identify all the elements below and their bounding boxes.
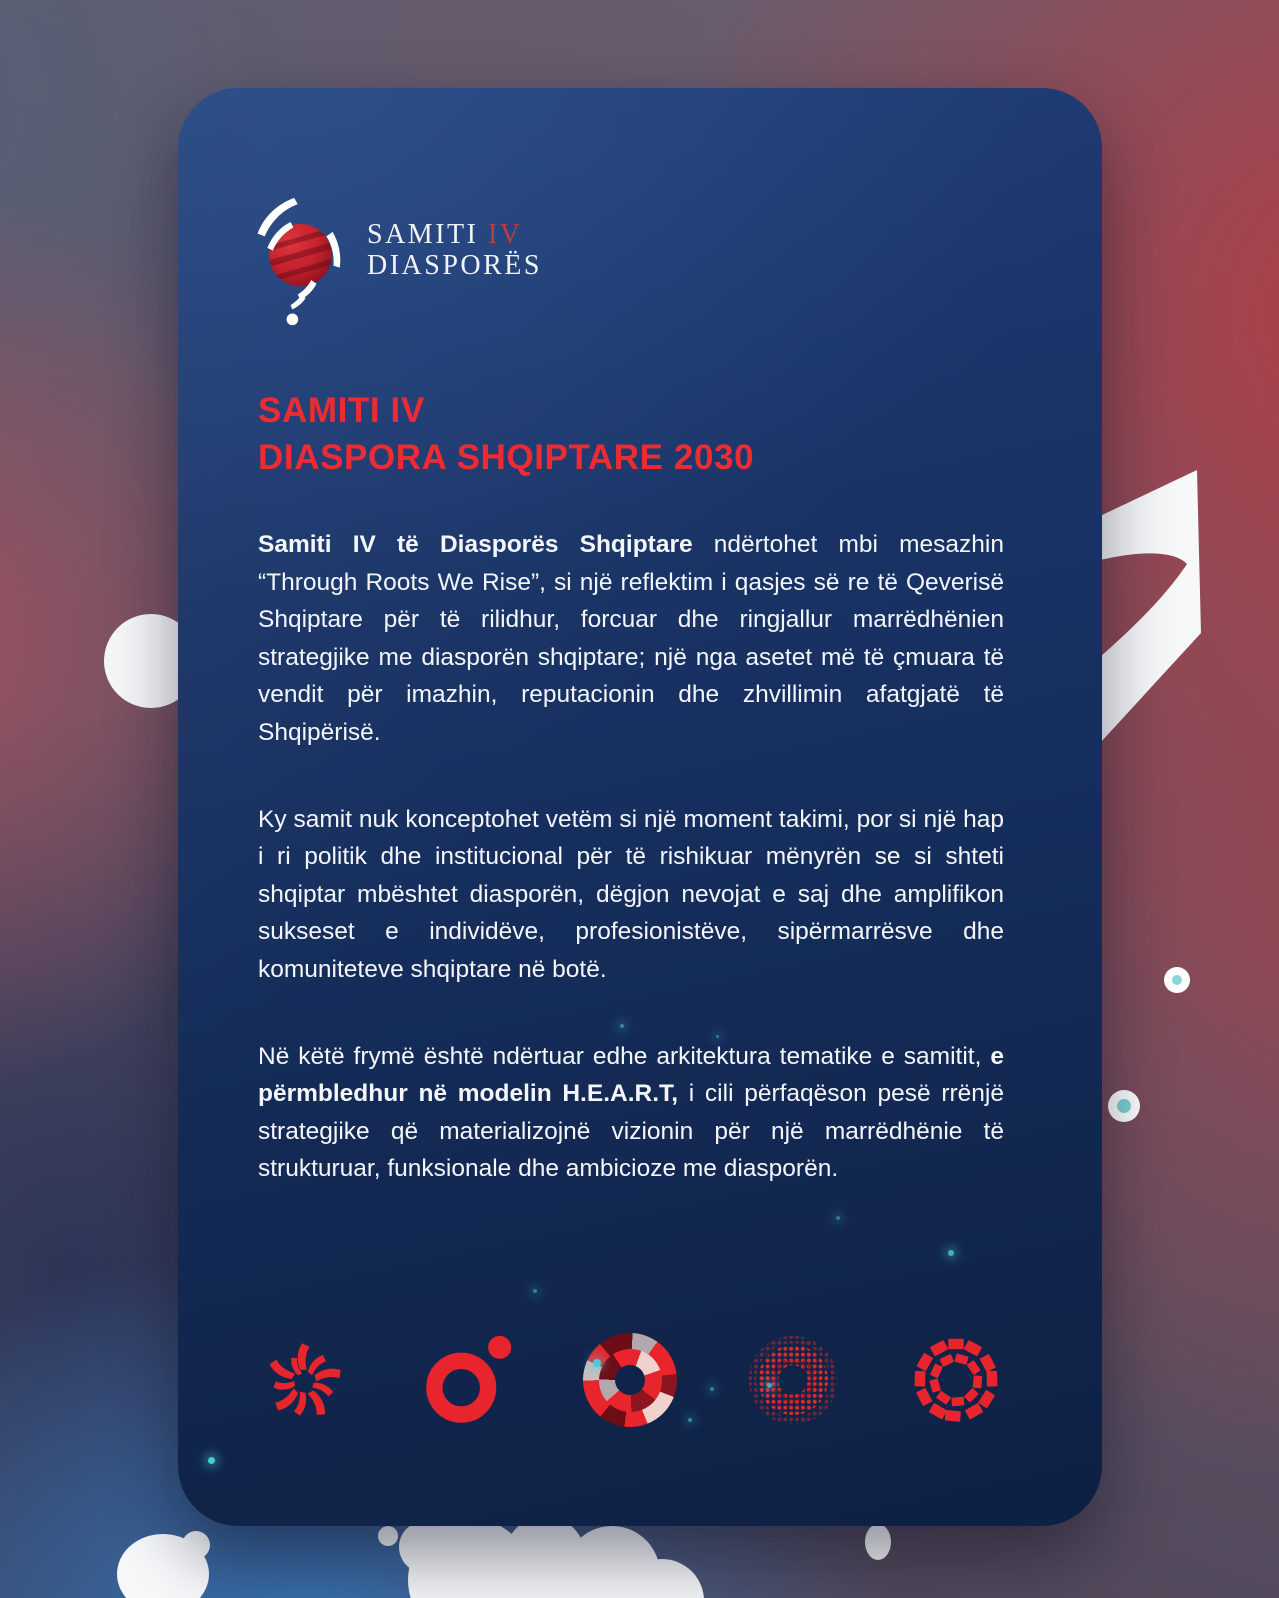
- mosaic-ring-icon: [908, 1330, 1004, 1430]
- page-title-line2: DIASPORA SHQIPTARE 2030: [258, 437, 755, 477]
- white-ribbon-shape: [1100, 470, 1201, 743]
- page-title-line1: SAMITI IV: [258, 391, 425, 430]
- halftone-ring-icon: [745, 1330, 841, 1430]
- teal-sparkle-dot: [620, 1024, 624, 1028]
- summit-card: [178, 88, 1102, 1526]
- teal-sparkle-dot: [688, 1418, 692, 1422]
- paragraph-2: Ky samit nuk konceptohet vetëm si një moment takimi, por si një hap i ri politik dhe institucional për të rishikuar mënyrën se si shteti shqiptar mbështet diasporën, dëgjon nevojat e saj dhe amplifikon sukseset e individëve, profesionistëve, sipërmarrësve dhe komuniteteve shqiptare në botë.: [258, 805, 1004, 983]
- teal-sparkle-dot: [533, 1289, 537, 1293]
- ring-dot-icon: [419, 1330, 515, 1430]
- teal-sparkle-dot: [710, 1387, 714, 1391]
- teal-sparkle-dot: [593, 1359, 601, 1367]
- logo-wordmark: [367, 219, 542, 282]
- segmented-wheel-icon: [582, 1330, 678, 1430]
- teal-sparkle-dot: [948, 1250, 954, 1256]
- footer-icons-row: [256, 1330, 1004, 1430]
- teal-sparkle-dot: [716, 1035, 719, 1038]
- paragraph-1: Samiti IV të Diasporës Shqiptare ndërtohet mbi mesazhin “Through Roots We Rise”, si një reflektim i qasjes së re të Qeverisë Shqiptare për të rilidhur, forcuar dhe ringjallur marrëdhënien strategjike me diasporën shqiptare; një nga asetet më të çmuara të vendit për imazhin, reputacionin dhe zhvillimin afatgjatë të Shqipërisë.: [258, 531, 1004, 746]
- starburst-icon: [256, 1330, 352, 1430]
- logo-word-iv: IV: [487, 219, 523, 250]
- paragraph-3: Në këtë frymë është ndërtuar edhe arkitektura tematike e samitit, e përmbledhur në modelin H.E.A.R.T, i cili përfaqëson pesë rrënjë strategjike që materializojnë vizionin për një marrëdhënie të strukturuar, funksionale dhe ambicioze me diasporën.: [258, 1042, 1004, 1183]
- teal-sparkle-dot: [767, 1383, 772, 1388]
- page-title: [258, 388, 754, 481]
- white-splash-blob: [117, 1516, 891, 1598]
- sparkle-dot: [1108, 967, 1190, 1122]
- body-text: [258, 526, 1004, 1237]
- teal-sparkle-dot: [836, 1216, 840, 1220]
- logo-word-diaspores: DIASPORËS: [367, 250, 542, 282]
- logo-word-samiti: SAMITI: [367, 219, 479, 250]
- diaspora-summit-logo-icon: [254, 189, 354, 339]
- teal-sparkle-dot: [208, 1457, 215, 1464]
